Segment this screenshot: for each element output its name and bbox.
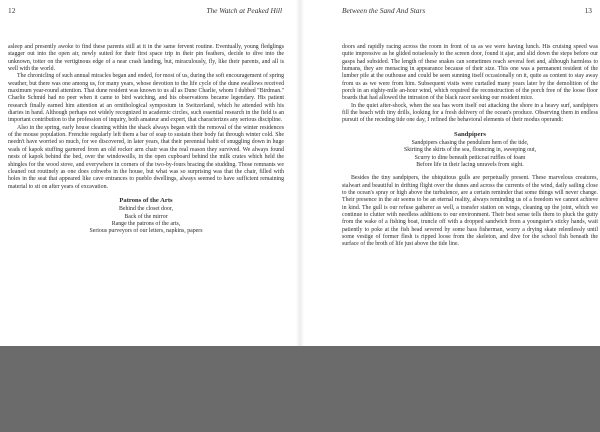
poem xyxy=(8,206,284,235)
left-page xyxy=(0,0,296,346)
poem xyxy=(342,140,598,169)
paragraph: doors and rapidly racing across the room in front of us as we were having lunch. His cruising speed was quite impressive as he glided noiselessly to the screen door, found it ajar, and slid down the steps before our gasps had subsided. The length of these snakes can sometimes reach several feet and, although harmless to humans, they are menacing in appearance because of their size. This one was a permanent resident of the lumber pile at the outhouse and could be seen sunning itself occasionally on it, quite as content to stay away from us as we were from him. Subsequent visits were curtailed many years later by the demolition of the porch in an eighty-mile an-hour wind, which required the reconstruction of the porch free of the loose floor boards that had allowed the intrusion of the black racer seeking our resident mice. xyxy=(342,44,598,102)
poem-line: Scurry to dine beneath petticoat ruffles of foam xyxy=(414,154,526,161)
poem-line: Back of the mirror xyxy=(124,213,168,220)
gray-overlay-band xyxy=(0,346,600,432)
right-page-number: 13 xyxy=(584,6,592,15)
poem-line: Serious purveyors of our letters, napkins, papers xyxy=(89,228,203,235)
poem-title: Patrons of the Arts xyxy=(119,196,173,204)
left-running-head: The Watch at Peaked Hill xyxy=(206,6,282,15)
left-page-number: 12 xyxy=(8,6,16,15)
poem-title: Sandpipers xyxy=(454,130,486,138)
right-text-column xyxy=(342,44,598,249)
poem-line: Sandpipers chasing the pendulum hem of the tide, xyxy=(411,140,529,147)
poem-line: Behind the closet door, xyxy=(119,206,173,213)
right-page xyxy=(304,0,600,346)
book-gutter xyxy=(296,0,304,346)
left-text-column xyxy=(8,44,284,241)
poem-line: Before life in their lacing unravels from sight. xyxy=(416,162,524,169)
paragraph: Also in the spring, early house cleaning within the shack always began with the removal of the winter residences of the mouse population. Frenchie regularly left them a bar of soap to sustain their body fat through winter cold. She needn't have worried so much, for we discovered, in later years, that their perennial habit of snuggling down in huge wads of kapok stuffing garnered from an old rocker arm chair was the real reason they survived. We always found nests of kapok behind the bed, over the windowsills, in the open cupboard behind the milk crates which held the shingles for the wood stove, and everywhere in corners of the two-by-fours bracing the studding. Those remnants we cleaned out routinely as one does cobwebs in the house, but what was so surprising was that the chair, filled with holes in the seat that appeared like cave entrances to pueblo dwellings, always seemed to have sufficient remaining material to sit on after years of excavation. xyxy=(8,124,284,190)
poem-line: Skirting the skirts of the sea, flouncing in, sweeping out, xyxy=(403,147,537,154)
paragraph: In the quiet after-shock, when the sea has worn itself out attacking the shore in a heavy surf, sandpipers fill the beach with tiny drills, looking for a fresh delivery of the ocean's produce. Observing them in endless pursuit of the receding tide one day, I refined the behavioral elements of their modus operandi: xyxy=(342,102,598,124)
left-page-header xyxy=(8,6,282,15)
paragraph: asleep and presently awoke to find these parents still at it in the same fervent routine. Eventually, young fledglings stagger out into the open air, newly suited for their first space trip in their pin feathers, decide to dive into the unknown, totter on the vertiginous edge of a near crash landing, but, miraculously, fly, like their parents, and all is well with the world. xyxy=(8,44,284,73)
poem-line: Range the patrons of the arts, xyxy=(111,220,181,227)
paragraph: The chronicling of such annual miracles began and ended, for most of us, during the soft encouragement of spring weather, but there was one among us, for many years, whose devotion to the life cycle of the dune swallows received maximum year-round attention. That dune resident was known to us all as Dune Charlie, whom I dubbed "Birdman." Charlie Schmid had no peer when it came to bird watching, and his observations became legendary. His patient research finally earned him attention at an ornithological symposium in Switzerland, which he attended with his diaries in hand. Although perhaps not widely recognized in academic circles, such essential research in the field is an important contribution to the profession of inquiry, both amateur and expert, that characterizes any serious discipline. xyxy=(8,73,284,124)
right-running-head: Between the Sand And Stars xyxy=(342,6,426,15)
paragraph: Besides the tiny sandpipers, the ubiquitous gulls are perpetually present. These marvelous creatures, stalwart and beautiful in drifting flight over the dunes and across the currents of the wind, daily sailing close to the ocean's spray or high above the turbulence, are a certain reminder that some things will never change. Their presence in the air seems to be an eternal reality, always reminding us of a freedom we cannot achieve in kind. The gull is our refuse gatherer as well, a transfer station on wings, cleaning up the joint, which we continue to clutter with needless additions to our environment. Their best sense tells them to pluck the gutty from the wake of a fishing boat, truncle off with a dropped sandwich from a youngster's sticky hands, wait patiently to poke at the fish head severed by some bass fisherman, worry a drying skate relentlessly until some vestige of former flesh is ripped loose from the skeleton, and dive for the school fish beneath the surface of the broth of life just above the tide line. xyxy=(342,175,598,248)
right-page-header xyxy=(342,6,592,15)
